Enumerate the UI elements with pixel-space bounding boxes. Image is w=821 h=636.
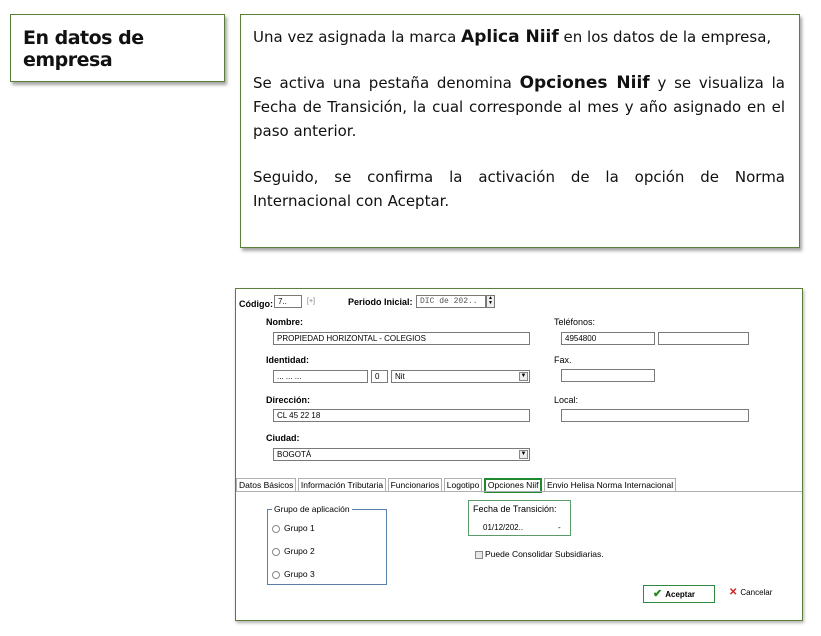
nombre-input[interactable]: PROPIEDAD HORIZONTAL - COLEGIOS	[273, 332, 530, 345]
description-text: Se activa una pestaña denomina	[253, 74, 520, 92]
opciones-niif-highlight: Opciones Niif	[519, 73, 650, 93]
cancelar-label: Cancelar	[740, 588, 773, 597]
grupo-2-radio[interactable]	[272, 546, 315, 556]
tab-datos-basicos[interactable]: Datos Básicos	[236, 478, 296, 491]
identidad-input[interactable]: ... ... ...	[273, 370, 368, 383]
periodo-inicial-label: Periodo Inicial:	[348, 297, 413, 307]
fecha-transicion-suffix: -	[558, 523, 561, 532]
direccion-input[interactable]: CL 45 22 18	[273, 409, 530, 422]
company-data-window	[235, 288, 803, 621]
tab-bar	[236, 478, 675, 491]
description-paragraph-3: Seguido, se confirma la activación de la opción de Norma Internacional con Aceptar.	[253, 168, 785, 210]
consolidar-label: Puede Consolidar Subsidiarias.	[485, 549, 604, 559]
description-text: y se visualiza la Fecha de Transición, la cual corresponde al mes y año asignado en el paso anterior.	[253, 74, 785, 140]
chevron-down-icon[interactable]: ▼	[520, 373, 527, 379]
fecha-transicion-label: Fecha de Transición:	[473, 504, 557, 514]
check-icon: ✔	[653, 588, 663, 600]
grupo-3-radio[interactable]	[272, 569, 315, 579]
local-input[interactable]	[561, 409, 749, 422]
fax-label: Fax.	[554, 355, 572, 365]
grupo-aplicacion-legend: Grupo de aplicación	[274, 504, 350, 514]
section-title: En datos de empresa	[23, 27, 144, 71]
cancelar-button[interactable]	[726, 585, 786, 603]
tab-divider	[236, 491, 802, 492]
identidad-label: Identidad:	[266, 355, 309, 365]
description-paragraph-1	[253, 25, 785, 49]
tab-envio-helisa-norma-internacional[interactable]: Envio Helisa Norma Internacional	[544, 478, 676, 491]
codigo-input[interactable]: 7..	[274, 295, 302, 308]
grupo-3-label: Grupo 3	[284, 569, 315, 579]
consolidar-checkbox[interactable]	[475, 549, 604, 559]
tipo-identidad-value: Nit	[395, 372, 405, 381]
aceptar-label: Aceptar	[665, 590, 696, 599]
telefono-2-input[interactable]	[658, 332, 749, 345]
tab-funcionarios[interactable]: Funcionarios	[388, 478, 443, 491]
ciudad-value: BOGOTÁ	[277, 450, 312, 459]
description-box	[240, 14, 800, 248]
chevron-down-icon[interactable]: ▼	[520, 451, 527, 457]
periodo-spinner-icon[interactable]: ▲ ▼	[486, 295, 495, 308]
nombre-label: Nombre:	[266, 317, 304, 327]
close-icon: ✕	[729, 587, 738, 598]
ciudad-select[interactable]	[273, 448, 530, 461]
radio-icon[interactable]	[272, 571, 280, 579]
radio-icon[interactable]	[272, 525, 280, 533]
codigo-label: Código:	[239, 299, 273, 309]
aplica-niif-highlight: Aplica Niif	[461, 27, 559, 47]
grupo-1-radio[interactable]	[272, 523, 315, 533]
description-text: en los datos de la empresa,	[558, 28, 772, 46]
digito-verificacion-input[interactable]: 0	[371, 370, 388, 383]
radio-icon[interactable]	[272, 548, 280, 556]
local-label: Local:	[554, 395, 579, 405]
fecha-transicion-value: 01/12/202..	[483, 523, 524, 532]
description-paragraph-2	[253, 71, 785, 143]
fax-input[interactable]	[561, 369, 655, 382]
description-text: Una vez asignada la marca	[253, 28, 462, 46]
telefonos-label: Teléfonos:	[554, 317, 596, 327]
aceptar-button[interactable]	[643, 585, 715, 603]
tab-opciones-niif[interactable]: Opciones Niif	[484, 478, 543, 493]
tipo-identidad-select[interactable]	[391, 370, 530, 383]
fecha-transicion-panel	[468, 500, 571, 536]
tab-informacion-tributaria[interactable]: Información Tributaria	[298, 478, 386, 491]
codigo-search-icon[interactable]: [+]	[307, 298, 315, 305]
direccion-label: Dirección:	[266, 395, 311, 405]
grupo-aplicacion-group	[267, 504, 387, 585]
section-title-box	[10, 14, 225, 82]
telefono-1-input[interactable]: 4954800	[561, 332, 655, 345]
grupo-2-label: Grupo 2	[284, 546, 315, 556]
ciudad-label: Ciudad:	[266, 433, 300, 443]
tab-logotipo[interactable]: Logotipo	[444, 478, 483, 491]
periodo-inicial-input[interactable]: DIC de 202..	[416, 295, 486, 308]
grupo-1-label: Grupo 1	[284, 523, 315, 533]
checkbox-icon[interactable]	[475, 551, 483, 559]
